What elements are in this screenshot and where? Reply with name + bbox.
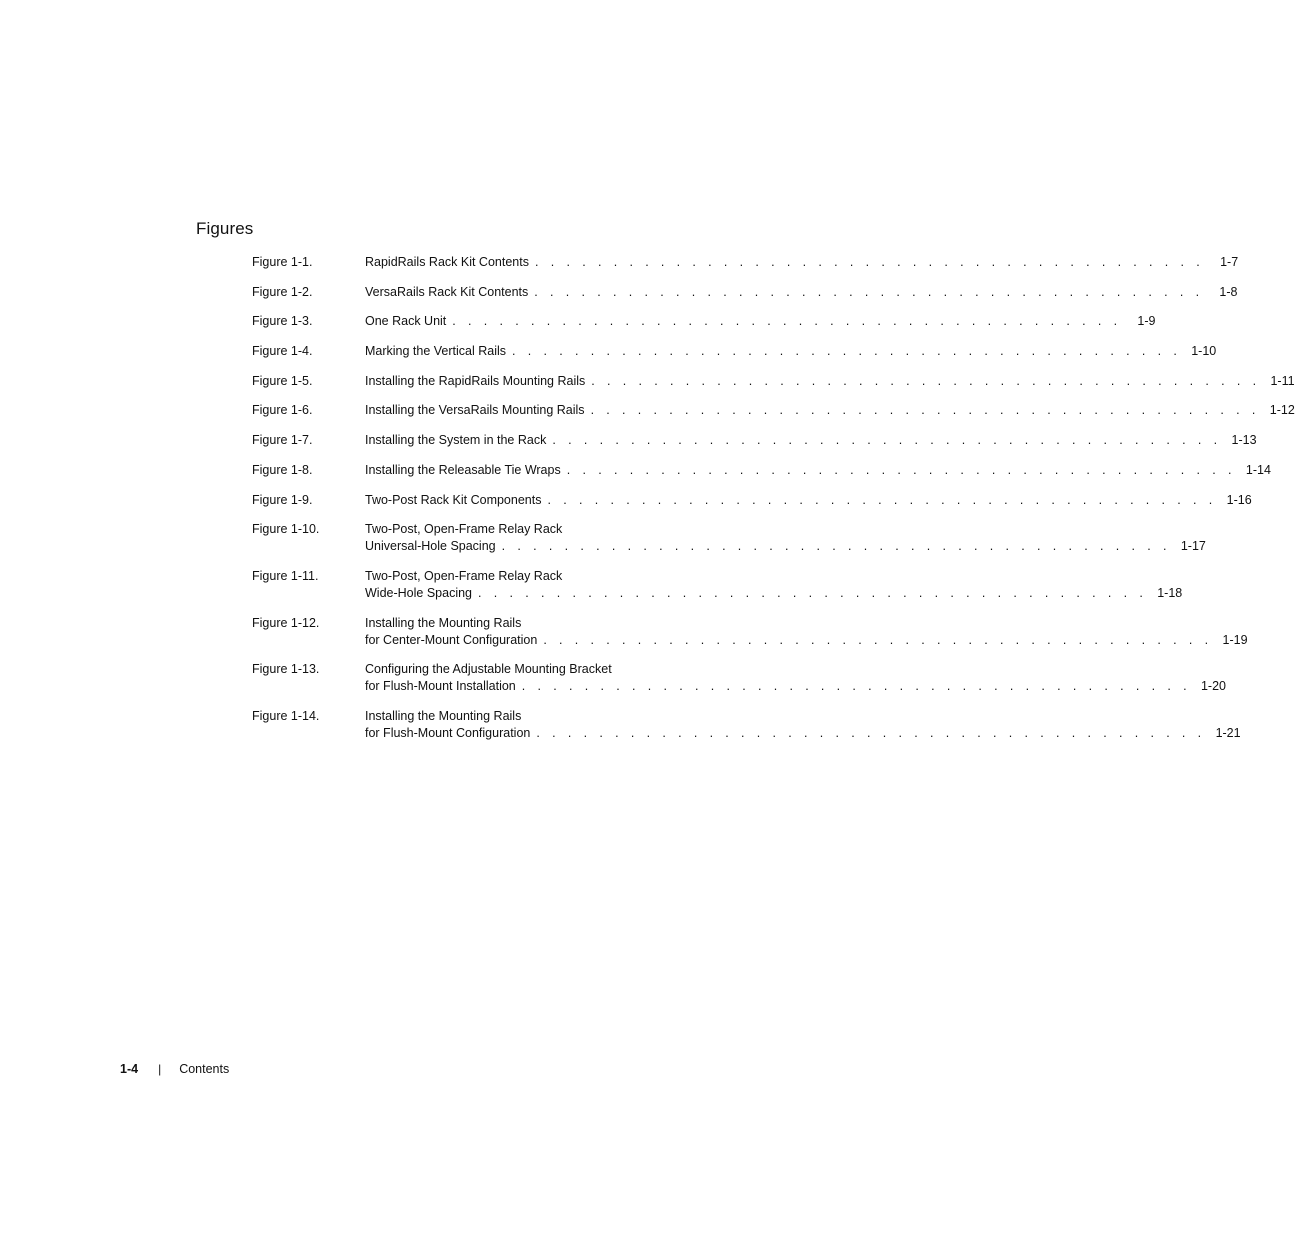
figure-page-ref[interactable]: 1-13 [1231,433,1257,448]
figure-page-ref[interactable]: 1-12 [1269,403,1295,418]
section-heading: Figures [196,219,254,238]
figure-entry-1-11[interactable] [252,568,1183,602]
dot-leader: . . . . . . . . . . . . . . . . . . . . . . . . . . . . . . . . . . . . . . . . . . . [521,679,1191,694]
dot-leader: . . . . . . . . . . . . . . . . . . . . . . . . . . . . . . . . . . . . . . . . . . . [534,255,1205,269]
figure-title: Installing the Mounting Rails [365,615,522,630]
figure-entry-1-10[interactable] [252,521,1206,555]
figure-title-continued: for Flush-Mount Installation [365,679,516,694]
figure-page-ref[interactable]: 1-16 [1226,492,1252,507]
figure-entry-1-5[interactable] [252,373,1295,390]
figure-number: Figure 1-9. [252,492,313,507]
figure-page-ref[interactable]: 1-11 [1270,373,1295,388]
figure-title-continued: Universal-Hole Spacing [365,539,496,554]
figure-title-continued: for Flush-Mount Configuration [365,725,531,740]
figure-page-ref[interactable]: 1-14 [1245,462,1271,477]
dot-leader: . . . . . . . . . . . . . . . . . . . . . . . . . . . . . . . . . . . . . . . . . . . [501,539,1171,554]
figure-number: Figure 1-12. [252,615,320,630]
figure-title: Installing the Mounting Rails [365,708,522,723]
figure-title: Installing the Releasable Tie Wraps [365,462,561,477]
figure-page-ref[interactable]: 1-7 [1220,255,1239,269]
figure-entry-1-13[interactable] [252,661,1226,695]
figure-number: Figure 1-2. [252,284,313,299]
figure-page-ref[interactable]: 1-17 [1180,539,1206,554]
figure-page-ref[interactable]: 1-20 [1200,679,1226,694]
figure-title: VersaRails Rack Kit Contents [365,284,529,299]
figure-entry-1-14[interactable] [252,708,1241,742]
figure-title: Configuring the Adjustable Mounting Bracket [365,662,612,677]
figure-number: Figure 1-14. [252,708,320,723]
figure-number: Figure 1-3. [252,314,313,329]
dot-leader: . . . . . . . . . . . . . . . . . . . . . . . . . . . . . . . . . . . . . . . . . . . [547,492,1217,507]
figure-title-continued: Wide-Hole Spacing [365,585,472,600]
figure-number: Figure 1-8. [252,462,313,477]
figure-entry-1-3[interactable] [252,313,1156,330]
figure-number: Figure 1-1. [252,255,313,269]
figure-number: Figure 1-5. [252,373,313,388]
dot-leader: . . . . . . . . . . . . . . . . . . . . . . . . . . . . . . . . . . . . . . . . . . . [536,725,1206,740]
dot-leader: . . . . . . . . . . . . . . . . . . . . . . . . . . . . . . . . . . . . . . . . . . . [452,314,1122,329]
figure-page-ref[interactable]: 1-10 [1191,344,1217,359]
figure-entry-1-12[interactable] [252,615,1248,649]
figure-title: Installing the System in the Rack [365,433,547,448]
dot-leader: . . . . . . . . . . . . . . . . . . . . . . . . . . . . . . . . . . . . . . . . . . . [534,284,1204,299]
dot-leader: . . . . . . . . . . . . . . . . . . . . . . . . . . . . . . . . . . . . . . . . . . . [591,373,1261,388]
footer-section-name: Contents [179,1062,230,1076]
figure-number: Figure 1-6. [252,403,313,418]
dot-leader: . . . . . . . . . . . . . . . . . . . . . . . . . . . . . . . . . . . . . . . . . . . [552,433,1222,448]
figure-number: Figure 1-4. [252,344,313,359]
figure-title: Installing the VersaRails Mounting Rails [365,403,585,418]
figure-entry-1-8[interactable] [252,462,1271,479]
figure-entry-1-4[interactable] [252,343,1217,360]
figure-page-ref[interactable]: 1-8 [1219,284,1238,299]
dot-leader: . . . . . . . . . . . . . . . . . . . . . . . . . . . . . . . . . . . . . . . . . . . [478,585,1148,600]
figure-title: Two-Post Rack Kit Components [365,492,542,507]
figure-title: One Rack Unit [365,314,447,329]
footer-separator: | [158,1062,162,1076]
figure-title-continued: for Center-Mount Configuration [365,632,538,647]
figure-entry-1-1[interactable] [252,254,1239,271]
figure-entry-1-9[interactable] [252,492,1252,509]
figure-title: Installing the RapidRails Mounting Rails [365,373,586,388]
figure-page-ref[interactable]: 1-19 [1222,632,1248,647]
dot-leader: . . . . . . . . . . . . . . . . . . . . . . . . . . . . . . . . . . . . . . . . . . . [512,344,1182,359]
dot-leader: . . . . . . . . . . . . . . . . . . . . . . . . . . . . . . . . . . . . . . . . . . . [543,632,1213,647]
figure-entry-1-7[interactable] [252,432,1257,449]
figure-page-ref[interactable]: 1-18 [1157,585,1183,600]
figure-page-ref[interactable]: 1-21 [1215,725,1241,740]
page-footer [120,1062,229,1076]
figure-list [252,254,1295,755]
figure-number: Figure 1-13. [252,662,320,677]
figure-number: Figure 1-11. [252,568,319,583]
figure-entry-1-2[interactable] [252,284,1238,301]
footer-page-number: 1-4 [120,1062,139,1076]
figure-title: Marking the Vertical Rails [365,344,507,359]
dot-leader: . . . . . . . . . . . . . . . . . . . . . . . . . . . . . . . . . . . . . . . . . . . [566,462,1236,477]
figure-title: Two-Post, Open-Frame Relay Rack [365,522,563,537]
figure-title: RapidRails Rack Kit Contents [365,255,529,269]
figure-title: Two-Post, Open-Frame Relay Rack [365,568,563,583]
figure-number: Figure 1-7. [252,433,313,448]
figure-page-ref[interactable]: 1-9 [1137,314,1156,329]
dot-leader: . . . . . . . . . . . . . . . . . . . . . . . . . . . . . . . . . . . . . . . . . . . [590,403,1260,418]
figure-entry-1-6[interactable] [252,402,1295,419]
figure-number: Figure 1-10. [252,522,320,537]
